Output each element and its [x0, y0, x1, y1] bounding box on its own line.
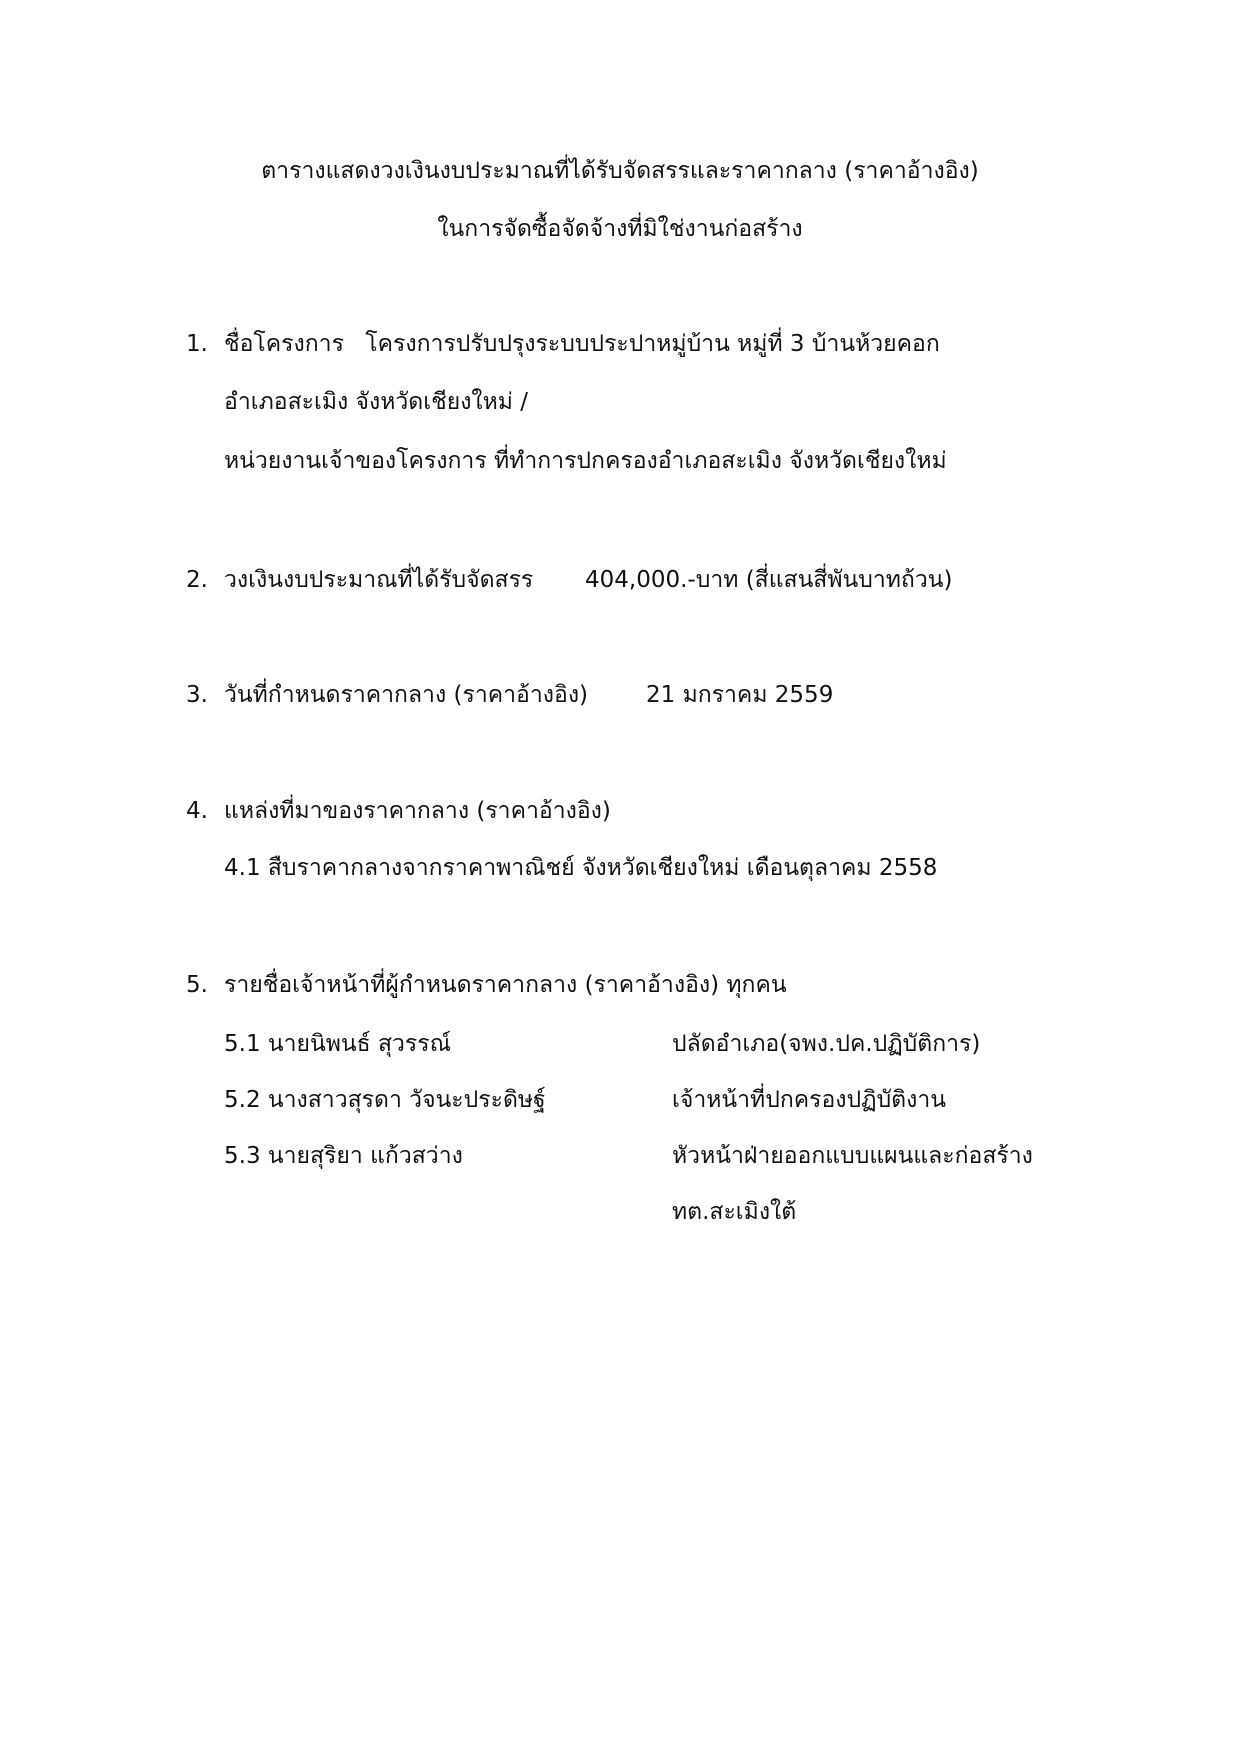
price-date-value: 21 มกราคม 2559 [646, 682, 834, 708]
section-number: 5. [186, 972, 208, 998]
project-name-label: ชื่อโครงการ [224, 331, 344, 357]
official-name: 5.1 นายนิพนธ์ สุวรรณ์ [224, 1031, 451, 1057]
document-title-line2: ในการจัดซื้อจัดจ้างที่มิใช่งานก่อสร้าง [437, 216, 803, 242]
section-number: 3. [186, 682, 208, 708]
section-number: 2. [186, 567, 208, 593]
project-name: โครงการปรับปรุงระบบประปาหมู่บ้าน หมู่ที่ 3 บ้านห้วยคอก [365, 331, 940, 357]
official-position: หัวหน้าฝ่ายออกแบบแผนและก่อสร้าง [672, 1143, 1033, 1169]
official-name: 5.2 นางสาวสุรดา วัจนะประดิษฐ์ [224, 1087, 546, 1113]
section-number: 1. [186, 331, 208, 357]
price-source-item: 4.1 สืบราคากลางจากราคาพาณิชย์ จังหวัดเชียงใหม่ เดือนตุลาคม 2558 [224, 855, 938, 881]
project-location: อำเภอสะเมิง จังหวัดเชียงใหม่ / [224, 389, 529, 415]
document-title-line1: ตารางแสดงวงเงินงบประมาณที่ได้รับจัดสรรและราคากลาง (ราคาอ้างอิง) [261, 158, 979, 184]
official-name: 5.3 นายสุริยา แก้วสว่าง [224, 1143, 463, 1169]
official-position-continued: ทต.สะเมิงใต้ [672, 1199, 797, 1225]
officials-label: รายชื่อเจ้าหน้าที่ผู้กำหนดราคากลาง (ราคาอ้างอิง) ทุกคน [224, 972, 787, 998]
budget-amount: 404,000.-บาท (สี่แสนสี่พันบาทถ้วน) [585, 567, 953, 593]
price-date-label: วันที่กำหนดราคากลาง (ราคาอ้างอิง) [224, 682, 589, 708]
price-source-label: แหล่งที่มาของราคากลาง (ราคาอ้างอิง) [224, 798, 611, 824]
project-agency: หน่วยงานเจ้าของโครงการ ที่ทำการปกครองอำเภอสะเมิง จังหวัดเชียงใหม่ [224, 448, 947, 474]
official-position: ปลัดอำเภอ(จพง.ปค.ปฏิบัติการ) [672, 1031, 981, 1057]
section-number: 4. [186, 798, 208, 824]
budget-label: วงเงินงบประมาณที่ได้รับจัดสรร [224, 567, 534, 593]
official-position: เจ้าหน้าที่ปกครองปฏิบัติงาน [672, 1087, 946, 1113]
